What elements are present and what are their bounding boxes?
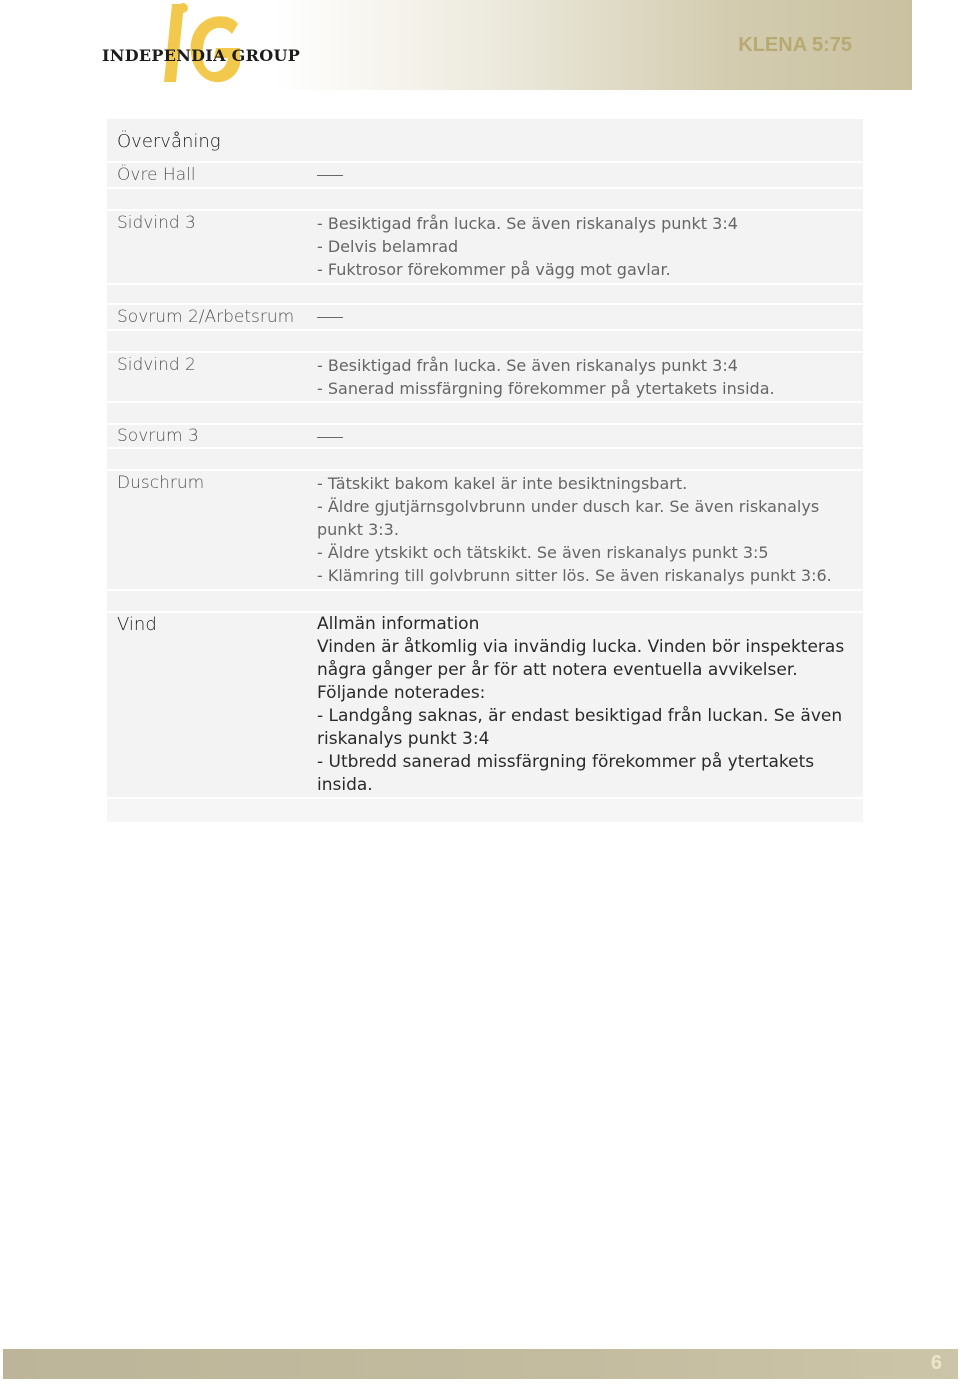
row-label: Sidvind 2	[117, 355, 196, 375]
spacer-row	[107, 285, 863, 305]
empty-dash	[317, 437, 343, 438]
page-number: 6	[930, 1352, 942, 1374]
row-description	[317, 472, 857, 587]
description-line: Vinden är åtkomlig via invändig lucka. Vinden bör inspekteras några gånger per år för att notera eventuella avvikelser.	[317, 637, 845, 680]
section-title: Övervåning	[117, 131, 221, 152]
spacer-row	[107, 449, 863, 471]
spacer-row	[107, 403, 863, 425]
description-line: Följande noterades:	[317, 683, 486, 703]
row-description	[317, 613, 857, 797]
spacer-row	[107, 331, 863, 353]
row-description	[317, 212, 857, 281]
description-line: - Sanerad missfärgning förekommer på ytertakets insida.	[317, 379, 775, 398]
description-line: - Tätskikt bakom kakel är inte besiktningsbart.	[317, 474, 688, 493]
description-line: - Utbredd sanerad missfärgning förekommer på ytertakets insida.	[317, 752, 815, 795]
row-label: Vind	[117, 614, 157, 635]
spacer-row	[107, 189, 863, 211]
row-label: Sovrum 3	[117, 426, 199, 446]
spacer-row	[107, 591, 863, 613]
table-row	[107, 353, 863, 403]
description-line: - Delvis belamrad	[317, 237, 459, 256]
empty-dash	[317, 175, 343, 176]
table-row	[107, 211, 863, 285]
table-row	[107, 163, 863, 189]
description-line: - Klämring till golvbrunn sitter lös. Se även riskanalys punkt 3:6.	[317, 566, 832, 585]
document-title: KLENA 5:75	[738, 34, 852, 56]
row-description	[317, 354, 857, 400]
table-row	[107, 613, 863, 799]
table-row	[107, 425, 863, 449]
header-band	[0, 0, 912, 90]
description-line: - Fuktrosor förekommer på vägg mot gavlar.	[317, 260, 671, 279]
row-label: Duschrum	[117, 473, 205, 493]
description-line: - Äldre gjutjärnsgolvbrunn under dusch kar. Se även riskanalys punkt 3:3.	[317, 497, 820, 539]
row-label: Övre Hall	[117, 165, 196, 185]
table-row	[107, 305, 863, 331]
row-label: Sovrum 2/Arbetsrum	[117, 307, 295, 327]
description-line: Allmän information	[317, 614, 480, 634]
footer-band	[3, 1349, 958, 1379]
description-line: - Äldre ytskikt och tätskikt. Se även riskanalys punkt 3:5	[317, 543, 769, 562]
description-line: - Besiktigad från lucka. Se även riskanalys punkt 3:4	[317, 214, 738, 233]
description-line: - Landgång saknas, är endast besiktigad från luckan. Se även riskanalys punkt 3:4	[317, 706, 843, 749]
table-row	[107, 471, 863, 591]
ig-logo-icon	[150, 2, 242, 88]
section-title-row	[107, 119, 863, 163]
empty-dash	[317, 317, 343, 318]
description-line: - Besiktigad från lucka. Se även riskanalys punkt 3:4	[317, 356, 738, 375]
company-logo-text: INDEPENDIA GROUP	[102, 46, 301, 65]
row-label: Sidvind 3	[117, 213, 196, 233]
